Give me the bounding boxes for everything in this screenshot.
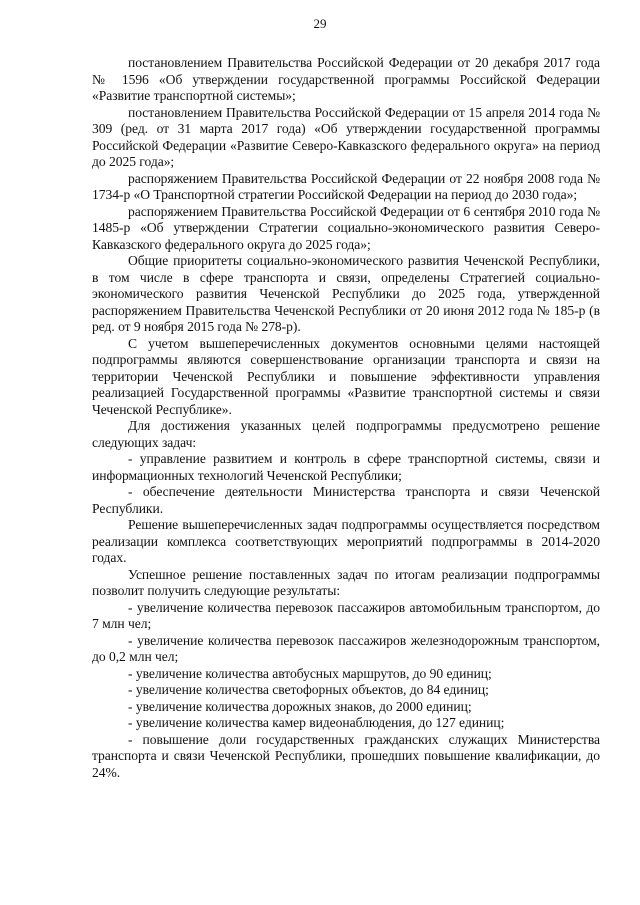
paragraph-results-intro: Успешное решение поставленных задач по итогам реализации подпрограммы позволит получить следующие результаты: [92,566,600,598]
paragraph-legal-basis-4: распоряжением Правительства Российской Федерации от 6 сентября 2010 года № 1485-р «Об утверждении Стратегии социально-экономического развития Северо-Кавказского федерального округа до 2025 года»; [92,203,600,252]
result-item-traffic-lights: - увеличение количества светофорных объектов, до 84 единиц; [128,682,489,697]
paragraph-implementation: Решение вышеперечисленных задач подпрограммы осуществляется посредством реализации комплекса соответствующих мероприятий подпрограммы в 2014-2020 годах. [92,517,600,565]
task-item-management: - управление развитием и контроль в сфере транспортной системы, связи и информационных технологий Чеченской Республики; [92,451,600,483]
paragraph-legal-basis-2: постановлением Правительства Российской Федерации от 15 апреля 2014 года № 309 (ред. от 31 марта 2017 года) «Об утверждении государственной программы Российской Федерации «Развитие Северо-Кавказского федерального округа» на период до 2025 года»; [92,104,600,169]
page-number: 29 [313,16,327,31]
result-item-road-signs: - увеличение количества дорожных знаков, до 2000 единиц; [128,698,472,714]
paragraph-legal-basis-1: постановлением Правительства Российской Федерации от 20 декабря 2017 года № 1596 «Об утверждении государственной программы Российской Федерации «Развитие транспортной системы»; [92,55,600,103]
result-item-rail-passengers: - увеличение количества перевозок пассажиров железнодорожным транспортом, до 0,2 млн чел; [92,632,600,664]
paragraph-goals: С учетом вышеперечисленных документов основными целями настоящей подпрограммы являются совершенствование организации транспорта и связи на территории Чеченской Республики и повышение эффективности управления реализацией Государственной программы «Развитие транспортной системы и связи Чеченской Республике». [92,335,600,417]
result-item-cctv-cameras: - увеличение количества камер видеонаблюдения, до 127 единиц; [128,715,505,730]
paragraph-legal-basis-3: распоряжением Правительства Российской Федерации от 22 ноября 2008 года № 1734-р «О Транспортной стратегии Российской Федерации на период до 2030 года»; [92,170,600,202]
result-item-road-passengers: - увеличение количества перевозок пассажиров автомобильным транспортом, до 7 млн чел; [92,599,600,631]
document-body [92,55,600,781]
paragraph-tasks-intro: Для достижения указанных целей подпрограммы предусмотрено решение следующих задач: [92,418,600,450]
result-item-staff-training: - повышение доли государственных гражданских служащих Министерства транспорта и связи Чеченской Республики, прошедших повышение квалификации, до 24%. [92,731,600,780]
paragraph-priorities: Общие приоритеты социально-экономического развития Чеченской Республики, в том числе в сфере транспорта и связи, определены Стратегией социально-экономического развития Чеченской Республики до 2025 года, утвержденной распоряжением Правительства Чеченской Республики от 20 июня 2012 года № 185-р (в ред. от 9 ноября 2015 года № 278-р). [92,253,600,334]
task-item-ministry-support: - обеспечение деятельности Министерства транспорта и связи Чеченской Республики. [92,484,600,516]
result-item-bus-routes: - увеличение количества автобусных маршрутов, до 90 единиц; [128,665,492,681]
